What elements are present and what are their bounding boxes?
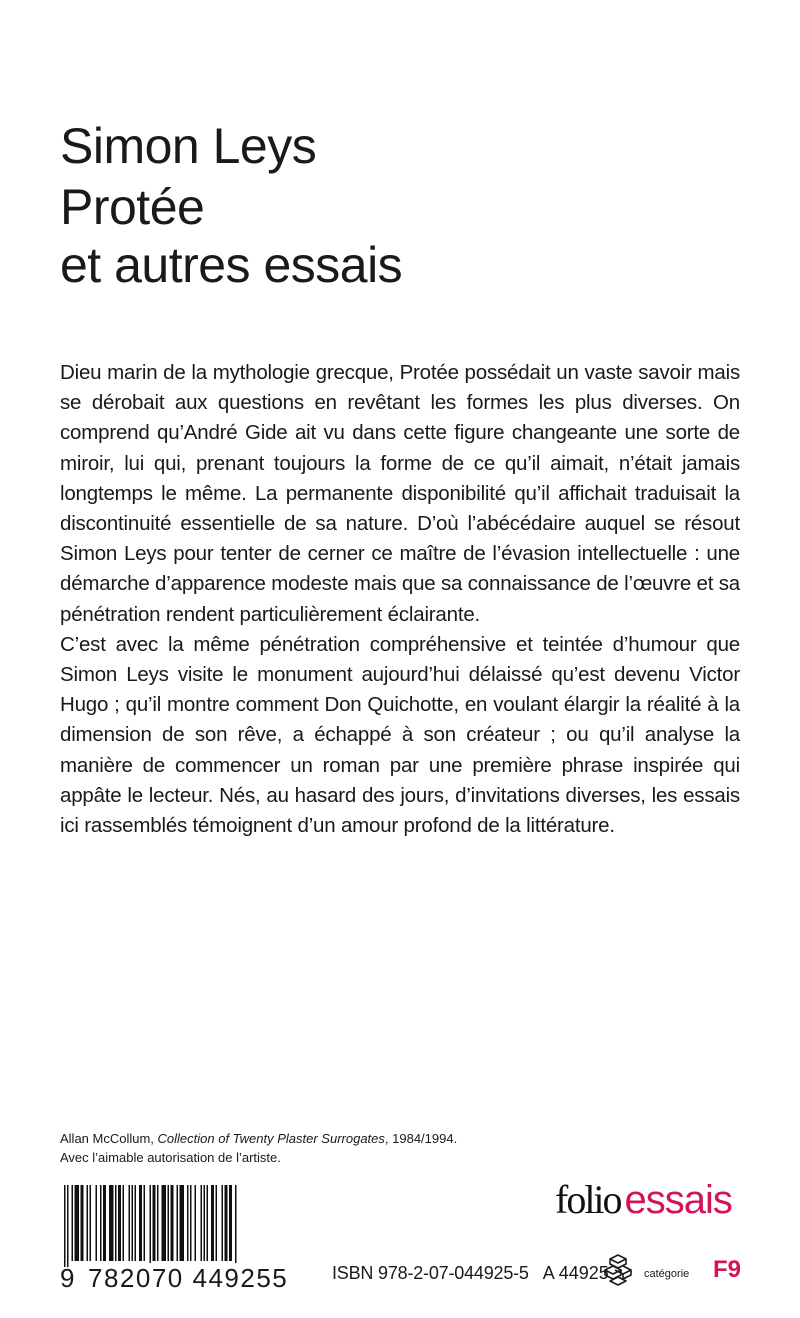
barcode-bar	[96, 1185, 98, 1261]
barcode-bar	[207, 1185, 209, 1261]
barcode-bar	[157, 1185, 159, 1261]
barcode-bar	[72, 1185, 74, 1261]
barcode-bar	[211, 1185, 214, 1261]
barcode-bar	[132, 1185, 134, 1261]
barcode-bar	[103, 1185, 106, 1261]
barcode-bar	[216, 1185, 218, 1261]
product-code: A 44925	[542, 1263, 609, 1283]
barcode-bar	[180, 1185, 185, 1261]
barcode-bar	[195, 1185, 197, 1261]
barcode-bar	[190, 1185, 192, 1261]
category-label: catégorie	[644, 1268, 690, 1280]
back-cover-blurb	[60, 358, 740, 841]
barcode-bar	[204, 1185, 206, 1261]
barcode-bar	[129, 1185, 131, 1261]
barcode-bar	[115, 1185, 117, 1261]
barcode-bar	[90, 1185, 92, 1261]
barcode-bar	[64, 1185, 66, 1267]
barcode-bar	[123, 1185, 125, 1261]
barcode-bar	[201, 1185, 203, 1261]
barcode-digits: 782070 449255	[88, 1263, 289, 1293]
category-code: F9	[713, 1256, 742, 1283]
barcode-bar	[67, 1185, 69, 1267]
credit-artist: Allan McCollum,	[60, 1131, 158, 1146]
barcode-bar	[87, 1185, 89, 1261]
barcode-bars	[60, 1185, 300, 1267]
author-name: Simon Leys	[60, 118, 317, 174]
book-title	[60, 178, 402, 294]
barcode-bar	[168, 1185, 170, 1261]
credit-line-1	[60, 1129, 457, 1148]
blurb-paragraph-1: Dieu marin de la mythologie grecque, Protée possédait un vaste savoir mais se dérobait aux questions en revêtant les formes les plus diverses. On comprend qu’André Gide ait vu dans cette figure changeante une sorte de miroir, lui qui, prenant toujours la forme de ce qu’il aimait, n’était jamais longtemps le même. La permanente disponibilité qu’il affichait traduisait la discontinuité essentielle de sa nature. D’où l’abécédaire auquel se résout Simon Leys pour tenter de cerner ce maître de l’évasion intellectuelle : une démarche d’apparence modeste mais que sa connaissance de l’œuvre et sa pénétration rendent particulièrement éclairante.	[60, 361, 740, 626]
isbn: ISBN 978-2-07-044925-5	[332, 1263, 529, 1283]
credit-year: , 1984/1994.	[384, 1131, 458, 1146]
barcode-bar	[177, 1185, 179, 1261]
barcode-bar	[139, 1185, 142, 1261]
cover-image-credit	[60, 1129, 457, 1167]
barcode-bar	[222, 1185, 224, 1261]
barcode-bar	[118, 1185, 121, 1261]
barcode-bar	[150, 1185, 152, 1267]
brand-folio: folio	[555, 1177, 621, 1222]
credit-work: Collection of Twenty Plaster Surrogates	[157, 1131, 385, 1146]
barcode-bar	[229, 1185, 232, 1261]
barcode-bar	[100, 1185, 102, 1261]
brand-essais: essais	[624, 1178, 732, 1222]
barcode-bar	[235, 1185, 237, 1267]
stacked-books-icon	[601, 1254, 635, 1288]
barcode-bar	[109, 1185, 114, 1261]
isbn-line	[332, 1260, 609, 1286]
credit-permission: Avec l’aimable autorisation de l’artiste.	[60, 1150, 281, 1165]
barcode-first-digit: 9	[60, 1263, 76, 1293]
book-title-line-2: et autres essais	[60, 237, 403, 293]
barcode-bar	[162, 1185, 167, 1261]
barcode-bar	[144, 1185, 146, 1261]
barcode-bar	[153, 1185, 156, 1261]
barcode-bar	[171, 1185, 174, 1261]
blurb-paragraph-2: C’est avec la même pénétration compréhensive et teintée d’humour que Simon Leys visite le monument aujourd’hui délaissé qu’est devenu Victor Hugo ; qu’il montre comment Don Quichotte, en voulant élargir la réalité à la dimension de son rêve, a échappé à son créateur ; ou qu’il analyse la manière de commencer un roman par une première phrase inspirée qui appâte le lecteur. Nés, au hasard des jours, d’invitations diverses, les essais ici rassemblés témoignent d’un amour profond de la littérature.	[60, 632, 740, 838]
barcode-bar	[187, 1185, 189, 1261]
barcode-bar	[81, 1185, 84, 1261]
publisher-logo	[555, 1178, 732, 1222]
book-title-line-1: Protée	[60, 179, 205, 235]
barcode-bar	[75, 1185, 80, 1261]
barcode-bar	[135, 1185, 137, 1261]
barcode-bar	[225, 1185, 228, 1261]
